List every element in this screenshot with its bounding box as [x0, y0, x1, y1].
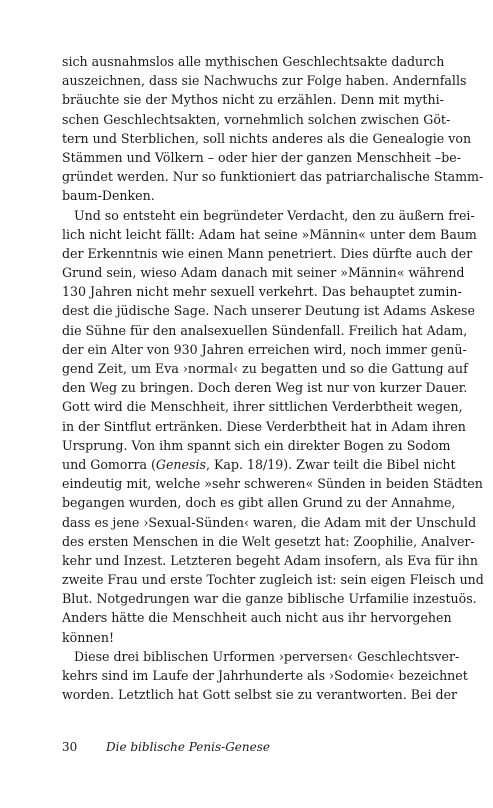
- text-line: Gott wird die Menschheit, ihrer sittlichen Verderbtheit wegen,: [62, 399, 463, 415]
- citation-pre: und Gomorra (: [62, 456, 156, 472]
- text-line: baum-Denken.: [62, 188, 155, 204]
- text-line: die Sühne für den analsexuellen Sündenfall. Freilich hat Adam,: [62, 322, 468, 338]
- text-line: dass es jene ›Sexual-Sünden‹ waren, die Adam mit der Unschuld: [62, 514, 477, 530]
- text-line: dest die jüdische Sage. Nach unserer Deutung ist Adams Askese: [62, 303, 475, 319]
- running-title: Die biblische Penis-Genese: [106, 740, 270, 754]
- text-line: der Erkenntnis wie einen Mann penetriert. Dies dürfte auch der: [62, 245, 473, 261]
- text-line: der ein Alter von 930 Jahren erreichen wird, noch immer genü-: [62, 341, 467, 357]
- text-line: zweite Frau und erste Tochter zugleich ist: sein eigen Fleisch und: [62, 572, 484, 588]
- text-line: Stämmen und Völkern – oder hier der ganzen Menschheit –be-: [62, 149, 461, 165]
- text-line: kehrs sind im Laufe der Jahrhunderte als ›Sodomie‹ bezeichnet: [62, 668, 468, 683]
- text-line: Ursprung. Von ihm spannt sich ein direkter Bogen zu Sodom: [62, 437, 451, 453]
- text-line: gend Zeit, um Eva ›normal‹ zu begatten und so die Gattung auf: [62, 361, 468, 376]
- text-line: Blut. Notgedrungen war die ganze biblische Urfamilie inzestuös.: [62, 591, 477, 607]
- text-line: den Weg zu bringen. Doch deren Weg ist nur von kurzer Dauer.: [62, 380, 468, 396]
- text-line: Und so entsteht ein begründeter Verdacht, den zu äußern frei-: [74, 207, 475, 223]
- text-line: gründet werden. Nur so funktioniert das patriarchalische Stamm-: [62, 169, 484, 185]
- text-line: eindeutig mit, welche »sehr schweren« Sünden in beiden Städten: [62, 476, 483, 492]
- page-footer: [62, 737, 430, 757]
- text-line: des ersten Menschen in die Welt gesetzt hat: Zoophilie, Analver-: [62, 533, 475, 549]
- text-line-with-citation: [62, 455, 456, 474]
- text-line: Grund sein, wieso Adam danach mit seiner »Männin« während: [62, 265, 465, 281]
- book-title-genesis: Genesis: [155, 456, 206, 472]
- text-line: lich nicht leicht fällt: Adam hat seine »Männin« unter dem Baum: [62, 226, 477, 242]
- body-text: [62, 52, 484, 704]
- page-number: 30: [62, 740, 78, 754]
- text-line: worden. Letztlich hat Gott selbst sie zu verantworten. Bei der: [62, 687, 458, 703]
- text-line: begangen wurden, doch es gibt allen Grund zu der Annahme,: [62, 495, 456, 511]
- text-line: können!: [62, 629, 115, 645]
- text-line: sich ausnahmslos alle mythischen Geschlechtsakte dadurch: [62, 54, 445, 69]
- citation-post: , Kap. 18/19). Zwar teilt die Bibel nicht: [205, 456, 456, 472]
- text-line: auszeichnen, dass sie Nachwuchs zur Folge haben. Andernfalls: [62, 73, 467, 89]
- text-line: schen Geschlechtsakten, vornehmlich solchen zwischen Göt-: [62, 111, 451, 127]
- text-line: bräuchte sie der Mythos nicht zu erzählen. Denn mit mythi-: [62, 92, 444, 108]
- text-line: Diese drei biblischen Urformen ›perversen‹ Geschlechtsver-: [74, 648, 460, 664]
- text-line: kehr und Inzest. Letzteren begeht Adam insofern, als Eva für ihn: [62, 552, 478, 568]
- text-line: 130 Jahren nicht mehr sexuell verkehrt. Das behauptet zumin-: [62, 284, 462, 300]
- text-line: in der Sintflut ertränken. Diese Verderbtheit hat in Adam ihren: [62, 418, 466, 434]
- text-line: Anders hätte die Menschheit auch nicht aus ihr hervorgehen: [62, 610, 452, 626]
- text-line: tern und Sterblichen, soll nichts anderes als die Genealogie von: [62, 130, 472, 146]
